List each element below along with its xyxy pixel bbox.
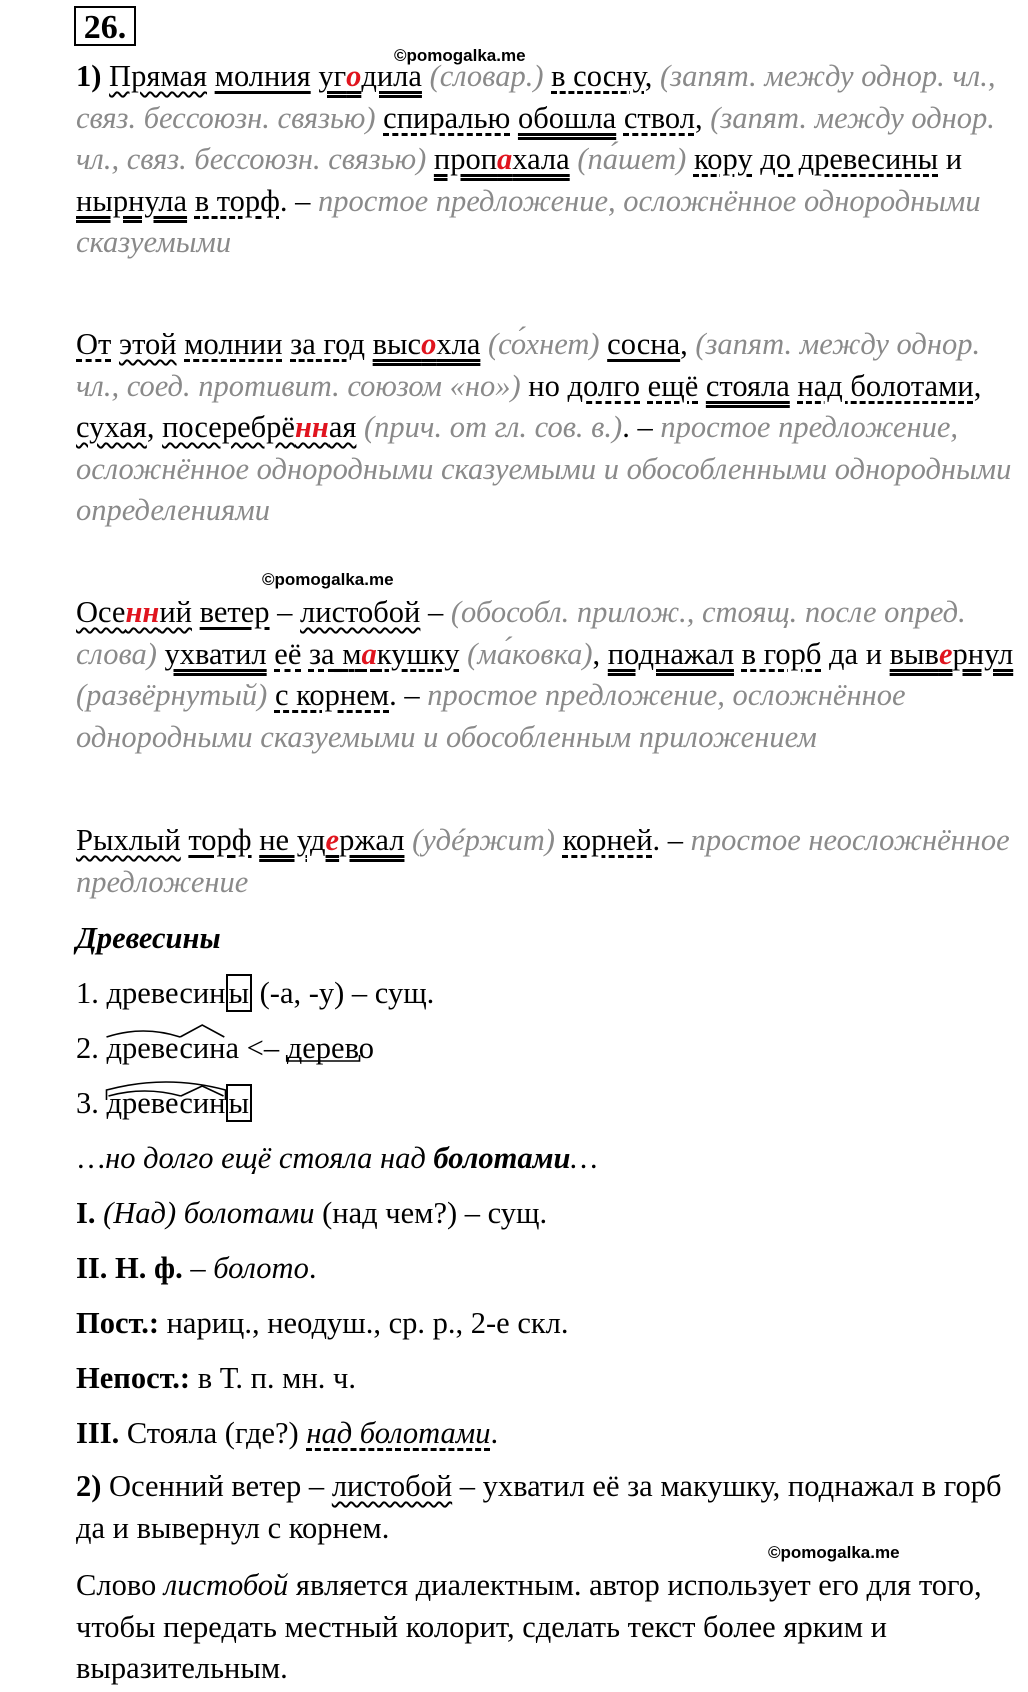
conjunction: да и (829, 636, 883, 671)
adverbial: спиралью (383, 100, 511, 135)
adverbial: долго (567, 368, 641, 403)
sentence-marker: 1) (76, 59, 102, 93)
comma: , (592, 636, 601, 671)
comma: , (680, 327, 688, 361)
word-stem: древесин (106, 1086, 226, 1120)
analysis-point-3: Пост.: нариц., неодуш., ср. р., 2-е скл. (76, 1306, 569, 1340)
object: её (274, 636, 302, 671)
derived-word: древесина (106, 1031, 240, 1065)
conjunction: но (528, 368, 560, 403)
derivation-line: 2. древесина <– дерево (76, 1031, 375, 1065)
attribute: Рыхлый (76, 823, 181, 857)
predicate: высохла (372, 327, 481, 361)
spelling-note: (ма́ковка) (467, 636, 593, 671)
quote-line: …но долго ещё стояла над болотами… (78, 1141, 598, 1175)
predicate: ухватил (164, 636, 267, 671)
watermark: ©pomogalka.me (262, 570, 394, 589)
spelling-note: (развёрнутый) (76, 678, 268, 712)
root-word: дерево (286, 1031, 375, 1065)
adverbial: ещё (647, 368, 699, 403)
analysis-heading: Древесины (76, 921, 221, 955)
adverbial: в горб (741, 636, 822, 671)
watermark: ©pomogalka.me (768, 1543, 900, 1562)
analysis-point-1: I. (Над) болотами (над чем?) – сущ. (76, 1196, 548, 1230)
apposition: листобой (300, 595, 421, 629)
adverbial: в торф (194, 183, 280, 218)
comma: , (973, 368, 982, 403)
spelling-note: (удéржит) (412, 823, 555, 857)
adverbial: в сосну (551, 59, 645, 93)
sentence-type-note: простое неосложнённое предложение (76, 823, 1010, 899)
punctuation-note: (запят. между однор. чл., связ. бессоюзн. связью) (76, 59, 996, 135)
attribute: Осенний (76, 595, 193, 629)
dialect-word: листобой (331, 1469, 453, 1503)
predicate: стояла (705, 368, 790, 403)
analysis-point-4: Непост.: в Т. п. мн. ч. (76, 1361, 356, 1395)
exercise-number: 26. (74, 6, 136, 46)
subject: молния (214, 59, 311, 93)
ending-box: ы (226, 1084, 253, 1122)
adverbial: От (76, 327, 112, 361)
sentence-end: . – (622, 410, 653, 444)
adverbial: над болотами (797, 368, 974, 403)
punctuation-note: (запят. между однор. чл., связ. бессоюзн. связью) (76, 100, 995, 176)
predicate: вывернул (889, 636, 1014, 671)
punctuation-note: (запят. между однор. чл., соед. противит. союзом «но») (76, 327, 981, 403)
predicate: нырнула (76, 183, 188, 218)
grammar-note: (прич. от гл. сов. в.) (364, 410, 623, 444)
conclusion: Слово листобой является диалектным. автор использует его для того, чтобы передать местный колорит, сделать текст более ярким и выразительным. (76, 1568, 982, 1685)
predicate: пропахала (433, 142, 570, 176)
adverbial: с корнем (274, 678, 390, 712)
phonetic-line: 1. древесины (-а, -у) – сущ. (76, 976, 435, 1010)
attribute: сухая (76, 410, 147, 444)
sentence-type-note: простое предложение, осложнённое однородными сказуемыми и обособленными однородными определениями (76, 410, 1012, 527)
sentence-type-note: простое предложение, осложнённое однородными сказуемыми и обособленным приложением (76, 678, 906, 754)
object: кору (693, 142, 753, 176)
sentence-3 (4, 592, 1028, 758)
predicate: не удержал (259, 823, 405, 857)
word: Прямая (109, 59, 208, 93)
object: ствол (623, 100, 695, 135)
spelling-note: (словар.) (429, 59, 544, 93)
comma: , (694, 100, 703, 135)
conjunction: и (945, 142, 963, 176)
sentence-end: . – (279, 183, 311, 218)
object: корней (562, 823, 653, 857)
attribute: этой (118, 327, 177, 361)
part-2: 2) Осенний ветер – листобой – ухватил её за макушку, поднажал в горб да и вывернул с корнем. (76, 1469, 1002, 1545)
spelling-note: (па́шет) (577, 142, 687, 176)
dash: – (277, 595, 293, 629)
adverbial: молнии (184, 327, 283, 361)
subject: сосна (607, 327, 681, 361)
ending-box: ы (226, 974, 253, 1012)
sentence-1 (4, 56, 1028, 264)
morpheme-line: 3. древесины (76, 1083, 252, 1123)
watermark: ©pomogalka.me (394, 46, 526, 65)
spelling-note: (со́хнет) (487, 327, 600, 361)
sentence-end: . – (389, 678, 420, 712)
sentence-2 (4, 324, 1028, 532)
sentence-type-note: простое предложение, осложнённое однородными сказуемыми (76, 183, 981, 259)
adverbial: до древесины (760, 142, 939, 176)
adverbial: за макушку (308, 636, 460, 671)
comma: , (146, 410, 155, 444)
sentence-end: . – (652, 823, 684, 857)
predicate: обошла (517, 100, 617, 135)
analysis-point-2: II. Н. ф. – болото. (76, 1251, 317, 1285)
predicate: угодила (318, 59, 422, 93)
part-marker: 2) (76, 1469, 102, 1503)
adverbial: за год (290, 327, 366, 361)
subject: торф (188, 823, 252, 857)
attribute: посеребрённая (162, 410, 357, 444)
subject: ветер (199, 595, 270, 629)
predicate: поднажал (607, 636, 734, 671)
comma: , (644, 59, 653, 93)
dash: – (428, 595, 444, 629)
sentence-4 (4, 820, 1028, 903)
punctuation-note: (обособл. прилож., стоящ. после опред. слова) (76, 595, 966, 671)
analysis-point-5: III. Стояла (где?) над болотами. (76, 1416, 499, 1450)
